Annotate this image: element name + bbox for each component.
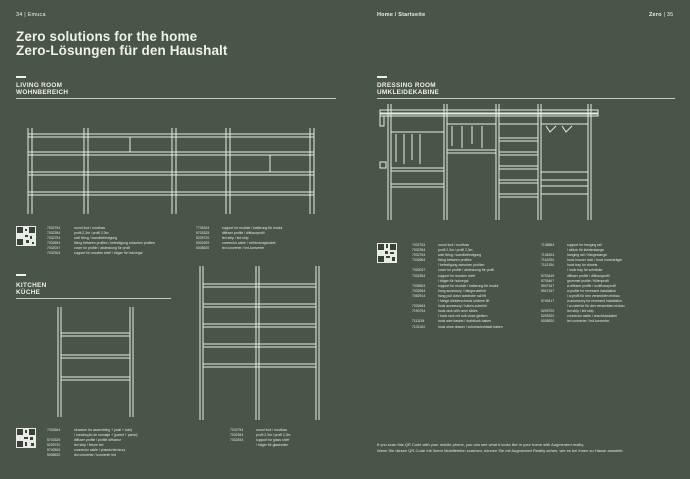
- item-code: 5301909: [196, 241, 210, 246]
- qr-footer-note-en: If you scan this QR Code with your mobile phone, you can see what it looks like in your home with Augmented reality.: [377, 442, 585, 447]
- item-description: hook trouser rack / hook hosenträger: [567, 258, 623, 263]
- item-code: 7032664: [47, 428, 61, 432]
- item-code: 7190754: [412, 309, 426, 314]
- qr-footer-note: [377, 442, 677, 454]
- item-description: led strip / led strip: [222, 236, 249, 241]
- list-item: [47, 251, 155, 256]
- item-description: diffuser profile / diffusorprofil: [222, 231, 265, 236]
- dressing-room-list-col2: [541, 243, 625, 325]
- page-title-de: Zero-Lösungen für den Haushalt: [16, 43, 228, 58]
- list-item: [196, 246, 282, 251]
- item-description: round foot / rundfuss: [74, 226, 106, 230]
- dressing-room-rule: [377, 98, 675, 99]
- living-room-qr-code[interactable]: [16, 226, 36, 246]
- list-item: [47, 453, 138, 458]
- item-description: support for hanging rail / stütze für kleiderstange: [567, 243, 604, 253]
- living-room-list-col1: [47, 226, 155, 257]
- item-description: profil 2,3m / profil 2,3m: [438, 248, 473, 253]
- item-description: support for wooden shelf / träger für holzregal: [74, 251, 143, 256]
- item-description: support for module / halterung für modul: [438, 283, 499, 288]
- item-code: 5209720: [47, 443, 61, 448]
- item-description: fixing between profiles / befestigung zwischen profilen: [438, 258, 485, 268]
- list-item: [541, 243, 625, 253]
- item-description: diffuser profile / profilé diffuseur: [74, 438, 122, 443]
- item-description: support for glass shelf / träger für glasboden: [256, 438, 290, 448]
- left-page-header: 34 | Emuca: [16, 12, 46, 18]
- list-item: [412, 274, 503, 284]
- item-code: 7032754: [47, 226, 61, 230]
- item-code: 7112154: [541, 263, 554, 268]
- item-description: led strip / led strip: [567, 309, 594, 314]
- item-description: led strip / fixture led: [74, 443, 104, 448]
- living-room-title-en: LIVING ROOM: [16, 82, 63, 89]
- item-code: 7032454: [230, 438, 244, 443]
- item-code: 7138154: [541, 253, 555, 258]
- right-page-header-title: Home / Startseite: [377, 12, 426, 18]
- dressing-room-qr-code[interactable]: [377, 243, 397, 263]
- item-code: 5703467: [541, 278, 555, 283]
- list-item: [541, 299, 625, 309]
- item-description: hook tray for closets / hook tray für schränke: [567, 263, 603, 273]
- item-description: wall fixing / wandbefestigung: [74, 236, 118, 241]
- item-description: profil 2,3m / profil 2,3m: [256, 433, 291, 438]
- item-description: grommet profile / tüllenprofil: [567, 278, 609, 283]
- item-description: led converter / led-konverter: [222, 246, 265, 251]
- right-page-header: Zero | 35: [649, 12, 674, 18]
- kitchen-title-en: KITCHEN: [16, 282, 47, 289]
- item-code: 5740503: [47, 448, 61, 453]
- kitchen-qr-code[interactable]: [16, 428, 36, 448]
- right-page-number: 35: [666, 12, 674, 18]
- item-code: 7082914: [412, 293, 426, 298]
- kitchen-right-drawing: [198, 264, 322, 422]
- kitchen-dash: [16, 274, 26, 276]
- item-description: led converter / konverter led: [74, 453, 117, 458]
- item-code: 7032354: [412, 273, 426, 278]
- item-description: led converter / led-konverter: [567, 319, 610, 324]
- item-code: 7136854: [541, 243, 555, 247]
- item-code: 7032654: [412, 288, 426, 293]
- item-code: 7032037: [47, 246, 61, 251]
- item-code: 7032754: [412, 243, 426, 247]
- qr-footer-note-de: Wenn Sie diesen QR-Code mit Ihrem Mobiltelefon scannen, können Sie mit Augmented Reality sehen, wie es bei Ihnen zu Hause aussieht.: [377, 448, 624, 453]
- dressing-room-title-en: DRESSING ROOM: [377, 82, 436, 89]
- dressing-room-dash: [377, 76, 387, 78]
- item-code: 5008520: [47, 453, 61, 458]
- item-code: 5209320: [541, 314, 555, 319]
- item-code: 7032664: [412, 304, 426, 309]
- item-description: round foot / rundfuss: [438, 243, 470, 247]
- item-code: 7110254: [541, 258, 554, 263]
- item-code: 5008520: [196, 246, 210, 251]
- item-code: 5008520: [541, 319, 555, 324]
- list-item: [412, 325, 503, 330]
- list-item: [412, 258, 503, 268]
- item-code: 7101154: [412, 324, 425, 329]
- item-description: hanging rail / hängestange: [567, 253, 607, 258]
- item-description: hook shoe drawer / schuhschublade-haken: [438, 324, 503, 329]
- item-description: connector cable / anschlusskabel: [567, 314, 617, 319]
- item-code: 7111154: [412, 319, 425, 324]
- left-page-number: 34: [16, 12, 23, 18]
- item-code: 7032654: [412, 258, 426, 263]
- item-description: w.profile for recessed installation / w.profil für den versenkten einbau: [567, 288, 620, 298]
- item-code: 5209720: [541, 309, 555, 314]
- item-description: w.diffuser profile / w.diffusorprofil: [567, 283, 616, 288]
- kitchen-rule: [16, 298, 171, 299]
- item-description: cover for profile / abdeckung für profil: [74, 246, 130, 251]
- list-item: [541, 263, 625, 273]
- dressing-room-drawing: [378, 102, 602, 224]
- item-description: wall fixing / wandbefestigung: [438, 253, 482, 258]
- item-description: hang accessory / hängezubehör: [438, 288, 487, 293]
- item-description: support for module / halterung für modul: [222, 226, 283, 230]
- living-room-list-col2: [196, 226, 282, 251]
- item-code: 5703325: [47, 438, 61, 443]
- item-code: 7035504: [412, 283, 426, 288]
- item-code: 5209720: [196, 236, 210, 241]
- item-description: hook rack with omni slides / hook rack mit soft-close gleitern: [438, 309, 488, 319]
- item-code: 5947167: [541, 283, 555, 288]
- item-code: 5749417: [541, 299, 555, 304]
- item-description: w.accessory for recessed installation / w.zubehör für den versenkten einbau: [567, 299, 625, 309]
- list-item: [47, 428, 138, 438]
- item-description: connector cable / verbindungskabel: [222, 241, 276, 246]
- item-code: 7032304: [47, 251, 61, 256]
- living-room-dash: [16, 76, 26, 78]
- right-brand: Zero: [649, 12, 662, 18]
- list-item: [412, 294, 503, 304]
- living-room-rule: [16, 98, 336, 99]
- item-code: 7032754: [412, 253, 426, 258]
- list-item: [541, 289, 625, 299]
- dressing-room-title-de: UMKLEIDEKABINE: [377, 89, 440, 96]
- item-description: connector cable / prawdo'dezizury: [74, 448, 126, 453]
- kitchen-list-col2: [230, 428, 290, 448]
- item-code: 7032754: [47, 236, 61, 241]
- item-description: profil 2,3m / profil 2,3m: [74, 231, 109, 236]
- item-description: cover for profile / abdeckung für profil: [438, 268, 494, 273]
- list-item: [541, 319, 625, 324]
- item-code: 5947167: [541, 288, 555, 293]
- item-description: hang pull down wardrobe rail lift / hänge-kleiderschrank schiene lift: [438, 293, 490, 304]
- left-brand: Emuca: [27, 12, 46, 18]
- item-code: 7032037: [412, 268, 426, 273]
- item-description: fixing between profiles / befestigung zwischen profilen: [74, 241, 155, 246]
- living-room-shelving-drawing: [26, 126, 316, 216]
- item-description: structure for assembling + (wall + wall) / construção de montaje + (pared + pared): [74, 428, 138, 438]
- item-description: hook wire basket / drahtkorb-haken: [438, 319, 491, 324]
- item-code: 7032354: [412, 248, 426, 253]
- item-description: support for wooden shelf / träger für holzregal: [438, 273, 476, 283]
- kitchen-list-col1: [47, 428, 138, 459]
- item-code: 5703325: [196, 231, 210, 236]
- item-code: 7735154: [196, 226, 210, 230]
- item-code: 7032754: [230, 428, 244, 432]
- item-code: 7032654: [47, 241, 61, 246]
- kitchen-title-de: KÜCHE: [16, 289, 41, 296]
- dressing-room-list-col1: [412, 243, 503, 330]
- item-description: diffuser profile / diffusorprofil: [567, 273, 610, 278]
- item-code: 7032354: [47, 231, 61, 236]
- item-description: round foot / rundfuss: [256, 428, 288, 432]
- living-room-title-de: WOHNBEREICH: [16, 89, 69, 96]
- page-title-en: Zero solutions for the home: [16, 29, 198, 44]
- list-item: [412, 309, 503, 319]
- item-description: hook accessory / haken-zubehör: [438, 304, 488, 309]
- list-item: [230, 438, 290, 448]
- item-code: 5703445: [541, 273, 555, 278]
- kitchen-left-drawing: [56, 305, 136, 420]
- item-code: 7032354: [230, 433, 244, 438]
